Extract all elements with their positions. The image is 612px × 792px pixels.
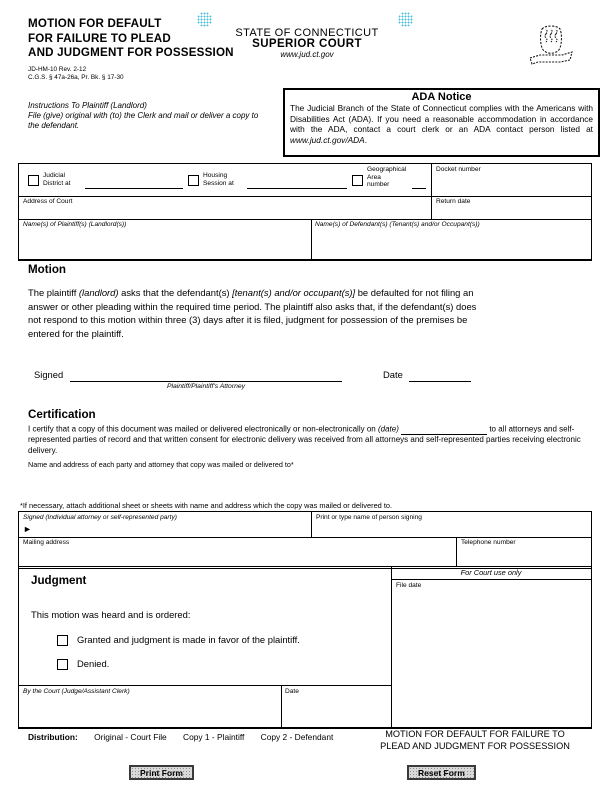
statute-reference: C.G.S. § 47a-26a, Pr. Bk. § 17-30	[28, 74, 124, 81]
return-date-field[interactable]	[436, 206, 586, 218]
certification-footnote: *If necessary, attach additional sheet or sheets with name and address which the copy was mailed or delivered to.	[20, 501, 393, 510]
docket-number-label: Docket number	[436, 166, 481, 173]
print-form-button[interactable]: Print Form	[129, 765, 194, 780]
certification-text-2: to all attorneys and self-represented parties of record and that written consent for electronic delivery was received from all attorneys and self-represented parties receiving electronic delivery.	[28, 424, 581, 455]
by-the-court-label: By the Court (Judge/Assistant Clerk)	[23, 688, 130, 695]
plaintiff-names-label: Name(s) of Plaintiff(s) (Landlord(s))	[23, 221, 127, 228]
judgment-date-field[interactable]	[285, 698, 385, 722]
judgment-heading: Judgment	[31, 574, 87, 587]
housing-label-line1: Housing	[203, 172, 228, 179]
print-name-field[interactable]	[316, 522, 581, 536]
judicial-label-line1: Judicial	[43, 172, 65, 179]
certification-heading: Certification	[28, 408, 96, 421]
certification-text-1: I certify that a copy of this document was mailed or delivered electronically or non-electronically on	[28, 424, 378, 434]
denied-checkbox[interactable]	[57, 659, 68, 670]
print-name-label: Print or type name of person signing	[316, 514, 422, 521]
judicial-district-checkbox[interactable]	[28, 175, 39, 186]
motion-text-landlord: (landlord)	[78, 287, 119, 298]
judgment-section	[18, 566, 592, 729]
ada-body-period: .	[364, 134, 368, 145]
geographical-area-label	[367, 166, 406, 189]
file-date-label: File date	[396, 582, 422, 589]
judicial-district-label	[43, 172, 70, 187]
state-court-heading	[222, 27, 392, 59]
connecticut-state-seal-icon	[522, 22, 580, 79]
address-of-court-label: Address of Court	[23, 198, 73, 205]
granted-option-label: Granted and judgment is made in favor of the plaintiff.	[77, 634, 300, 645]
name-address-field[interactable]	[28, 470, 588, 498]
distribution-line	[28, 732, 333, 742]
geographical-area-checkbox[interactable]	[352, 175, 363, 186]
mailing-address-field[interactable]	[23, 548, 448, 564]
judicial-label-line2: District at	[43, 179, 71, 187]
signer-signature-field[interactable]	[33, 522, 303, 536]
signer-signed-label: Signed (Individual attorney or self-represented party)	[23, 514, 177, 521]
distribution-copy-defendant: Copy 2 - Defendant	[260, 732, 334, 742]
ada-notice-box	[283, 88, 600, 157]
form-title-line2: FOR FAILURE TO PLEAD	[28, 31, 171, 45]
instructions-body: File (give) original with (to) the Clerk and mail or deliver a copy to the defendant.	[28, 111, 259, 130]
signature-line[interactable]	[70, 381, 342, 382]
geo-label-line1: Geographical	[367, 166, 407, 173]
instructions-block	[28, 101, 266, 131]
motion-date-label: Date	[383, 369, 403, 380]
ada-notice-title: ADA Notice	[411, 91, 472, 103]
motion-text-2: asks that the defendant(s)	[118, 287, 233, 298]
judicial-district-fill-line[interactable]	[85, 188, 183, 189]
plaintiff-names-field[interactable]	[23, 230, 303, 256]
certification-date-label: (date)	[377, 424, 399, 434]
court-use-only-label: For Court use only	[460, 568, 522, 577]
defendant-names-field[interactable]	[315, 230, 585, 256]
court-name: SUPERIOR COURT	[252, 38, 362, 50]
motion-heading: Motion	[28, 263, 66, 276]
address-of-court-field[interactable]	[23, 206, 423, 218]
signer-block	[18, 511, 592, 569]
defendant-names-label: Name(s) of Defendant(s) (Tenant(s) and/or Occupant(s))	[315, 221, 480, 228]
motion-date-line[interactable]	[409, 381, 471, 382]
housing-session-checkbox[interactable]	[188, 175, 199, 186]
footer-form-name	[360, 729, 590, 752]
footer-form-name-line1: MOTION FOR DEFAULT FOR FAILURE TO	[385, 729, 565, 739]
footer-form-name-line2: PLEAD AND JUDGMENT FOR POSSESSION	[380, 740, 570, 751]
distribution-copy-plaintiff: Copy 1 - Plaintiff	[183, 732, 245, 742]
form-number-block	[28, 66, 124, 82]
reset-form-button[interactable]: Reset Form	[407, 765, 476, 780]
docket-number-field[interactable]	[436, 174, 586, 194]
signature-caption: Plaintiff/Plaintiff's Attorney	[166, 383, 246, 390]
distribution-copy-original: Original - Court File	[94, 732, 167, 742]
signature-arrow-icon: ►	[23, 524, 32, 534]
distribution-label: Distribution:	[28, 732, 78, 742]
ada-notice-body	[290, 103, 593, 145]
form-title-line1: MOTION FOR DEFAULT	[28, 17, 162, 30]
file-date-field	[396, 592, 586, 722]
motion-text-3: be defaulted for not filing an answer or other pleading within the required time period. The plaintiff also asks that, if the defendant(s) does not respond to this motion within three (3) days after it is filed, judgment for possession of the premises be entered for the plaintiff.	[28, 287, 477, 339]
case-caption-table	[18, 163, 592, 261]
motion-text-tenant: [tenant(s) and/or occupant(s)]	[232, 287, 356, 298]
judgment-date-label: Date	[285, 688, 299, 695]
form-title-line3: AND JUDGMENT FOR POSSESSION	[28, 46, 234, 59]
name-address-label: Name and address of each party and attorney that copy was mailed or delivered to*	[28, 460, 294, 469]
telephone-number-label: Telephone number	[461, 539, 516, 546]
judgment-intro: This motion was heard and is ordered:	[31, 609, 191, 620]
housing-session-fill-line[interactable]	[247, 188, 347, 189]
by-the-court-field[interactable]	[23, 698, 278, 722]
housing-label-line2: Session at	[203, 179, 234, 187]
motion-text-1: The plaintiff	[28, 287, 79, 298]
telephone-number-field[interactable]	[461, 548, 581, 564]
granted-checkbox[interactable]	[57, 635, 68, 646]
certification-date-line[interactable]	[401, 424, 487, 435]
ada-body-text: The Judicial Branch of the State of Connecticut complies with the Americans with Disabilities Act (ADA). If you need a reasonable accommodation in accordance with the ADA, contact a court clerk or an ADA contact person listed at	[290, 103, 593, 135]
instructions-title: Instructions To Plaintiff (Landlord)	[28, 101, 147, 110]
state-name: STATE OF CONNECTICUT	[235, 27, 379, 39]
housing-session-label	[203, 172, 234, 187]
denied-option-label: Denied.	[77, 658, 110, 669]
court-website: www.jud.ct.gov	[280, 50, 334, 59]
ada-website-link[interactable]: www.jud.ct.gov/ADA	[290, 134, 365, 145]
blue-dot-marker-icon	[197, 12, 212, 27]
return-date-label: Return date	[436, 198, 471, 205]
form-number: JD-HM-10 Rev. 2-12	[28, 66, 87, 73]
geo-label-line3: number	[367, 181, 390, 189]
motion-paragraph	[28, 286, 490, 340]
geo-label-line2: Area	[367, 173, 381, 181]
geographical-area-fill-line[interactable]	[412, 188, 426, 189]
certification-paragraph	[28, 424, 588, 456]
signed-label: Signed	[34, 369, 64, 380]
blue-dot-marker-icon	[398, 12, 413, 27]
mailing-address-label: Mailing address	[23, 539, 70, 546]
